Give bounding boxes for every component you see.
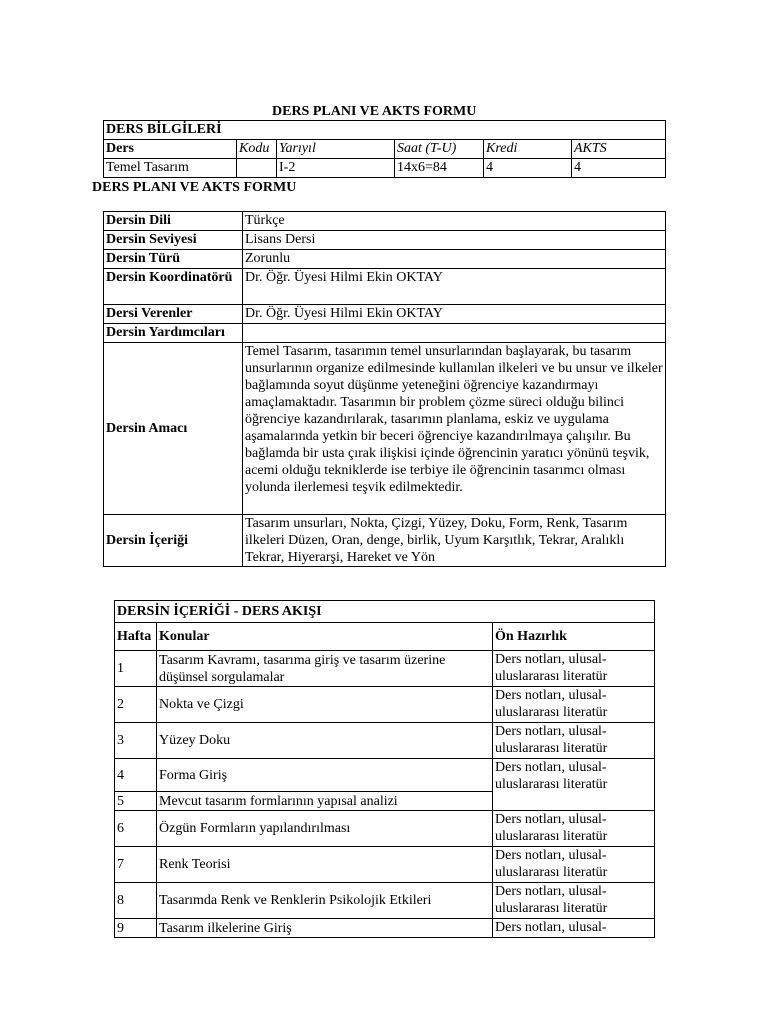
week-number: 5 <box>115 792 157 811</box>
course-details-table <box>103 211 666 567</box>
detail-value: Zorunlu <box>243 250 666 269</box>
week-topic: Nokta ve Çizgi <box>157 687 493 723</box>
week-number: 6 <box>115 811 157 847</box>
week-number: 2 <box>115 687 157 723</box>
week-prep: Ders notları, ulusal-uluslararası literatür <box>493 651 655 687</box>
course-hours: 14x6=84 <box>395 159 484 178</box>
course-content-text: Tasarım unsurları, Nokta, Çizgi, Yüzey, Doku, Form, Renk, Tasarım ilkeleri Düzen, Oran, denge, birlik, Uyum Karşıtlık, Tekrar, Aralıklı Tekrar, Hiyerarşi, Hareket ve Yön <box>243 515 666 567</box>
detail-label: Dersin İçeriği <box>104 515 243 567</box>
week-prep: Ders notları, ulusal-uluslararası literatür <box>493 847 655 883</box>
detail-label: Dersi Verenler <box>104 305 243 324</box>
detail-label: Dersin Dili <box>104 212 243 231</box>
course-purpose-text: Temel Tasarım, tasarımın temel unsurlarından başlayarak, bu tasarım unsurlarının organize edilmesinde kullanılan ilkeleri ve bu unsur ve ilkeler bağlamında soyut düşünme yeteneğini öğrenciye kazandırmayı amaçlamaktadır. Tasarımın bir problem çözme süreci olduğu bilinci öğrenciye kazandırılarak, tasarımın planlama, eskiz ve uygulama aşamalarında yetkin bir beceri öğrenciye kazandırılmaya çalışılır. Bu bağlamda bir usta çırak ilişkisi içinde öğrencinin yaratıcı yönünü teşvik, acemi olduğu tekniklerde ise terbiye ile öğrencinin tasarımcı olması yolunda ilerlemesi teşvik edilmektedir. <box>243 343 666 515</box>
detail-label: Dersin Koordinatörü <box>104 269 243 305</box>
week-number: 4 <box>115 759 157 792</box>
week-prep: Ders notları, ulusal-uluslararası literatür <box>493 883 655 919</box>
header-kodu: Kodu <box>237 140 277 159</box>
course-akts: 4 <box>572 159 666 178</box>
course-info-table <box>103 120 666 178</box>
detail-label: Dersin Yardımcıları <box>104 324 243 343</box>
course-flow-heading: DERSİN İÇERİĞİ - DERS AKIŞI <box>115 601 655 623</box>
header-ders: Ders <box>104 140 237 159</box>
week-number: 7 <box>115 847 157 883</box>
detail-value: Dr. Öğr. Üyesi Hilmi Ekin OKTAY <box>243 269 666 305</box>
header-yariyil: Yarıyıl <box>277 140 395 159</box>
header-saat: Saat (T-U) <box>395 140 484 159</box>
week-topic: Tasarım ilkelerine Giriş <box>157 919 493 938</box>
week-topic: Mevcut tasarım formlarının yapısal analizi <box>157 792 493 811</box>
course-flow-table <box>114 600 655 938</box>
week-topic: Tasarım Kavramı, tasarıma giriş ve tasarım üzerine düşünsel sorgulamalar <box>157 651 493 687</box>
week-prep: Ders notları, ulusal-uluslararası literatür <box>493 687 655 723</box>
course-info-heading: DERS BİLGİLERİ <box>104 121 666 140</box>
detail-label: Dersin Türü <box>104 250 243 269</box>
week-topic: Renk Teorisi <box>157 847 493 883</box>
week-number: 8 <box>115 883 157 919</box>
week-topic: Özgün Formların yapılandırılması <box>157 811 493 847</box>
form-title-secondary: DERS PLANI VE AKTS FORMU <box>92 180 297 195</box>
week-prep: Ders notları, ulusal- <box>493 919 655 938</box>
detail-label: Dersin Amacı <box>104 343 243 515</box>
course-semester: I-2 <box>277 159 395 178</box>
week-prep: Ders notları, ulusal-uluslararası literatür <box>493 811 655 847</box>
week-number: 9 <box>115 919 157 938</box>
week-topic: Yüzey Doku <box>157 723 493 759</box>
week-topic: Tasarımda Renk ve Renklerin Psikolojik Etkileri <box>157 883 493 919</box>
course-code <box>237 159 277 178</box>
week-number: 1 <box>115 651 157 687</box>
detail-value: Lisans Dersi <box>243 231 666 250</box>
week-number: 3 <box>115 723 157 759</box>
detail-value <box>243 324 666 343</box>
week-topic: Forma Giriş <box>157 759 493 792</box>
week-prep: Ders notları, ulusal-uluslararası literatür <box>493 723 655 759</box>
header-on-hazirlik: Ön Hazırlık <box>493 623 655 651</box>
detail-label: Dersin Seviyesi <box>104 231 243 250</box>
detail-value: Türkçe <box>243 212 666 231</box>
header-konular: Konular <box>157 623 493 651</box>
form-title: DERS PLANI VE AKTS FORMU <box>272 104 477 119</box>
header-akts: AKTS <box>572 140 666 159</box>
week-prep: Ders notları, ulusal-uluslararası literatür <box>493 759 655 811</box>
course-credit: 4 <box>484 159 572 178</box>
detail-value: Dr. Öğr. Üyesi Hilmi Ekin OKTAY <box>243 305 666 324</box>
header-hafta: Hafta <box>115 623 157 651</box>
course-name: Temel Tasarım <box>104 159 237 178</box>
header-kredi: Kredi <box>484 140 572 159</box>
